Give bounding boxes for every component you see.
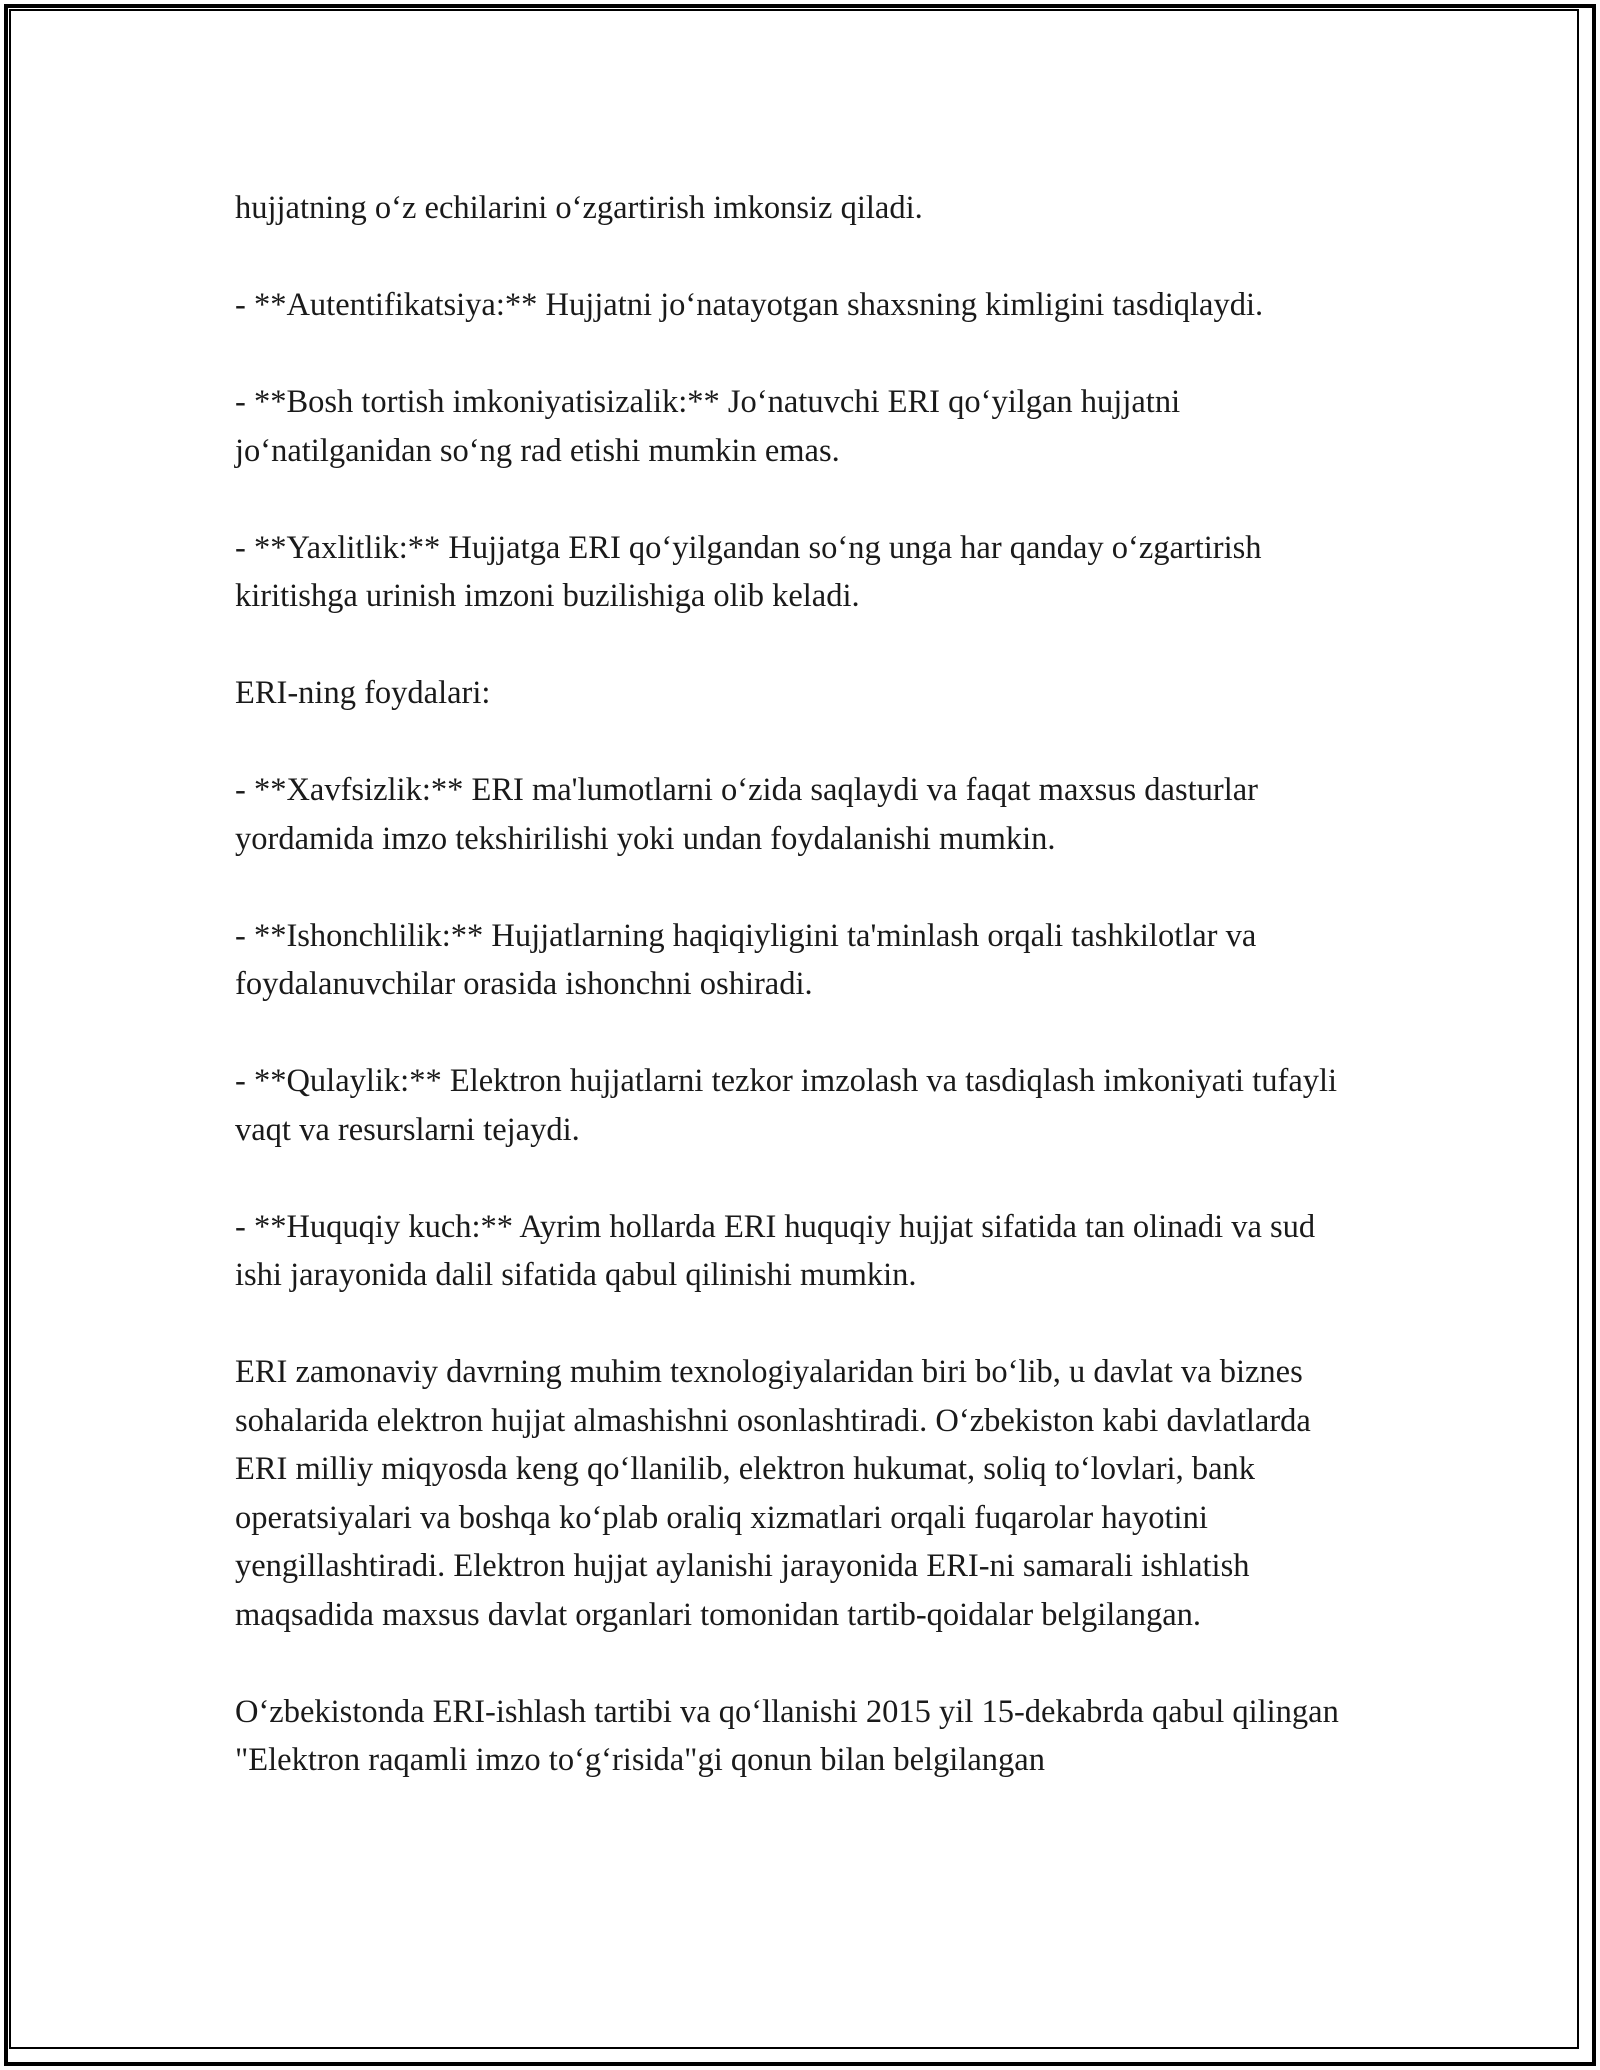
paragraph-eri-zamonaviy: ERI zamonaviy davrning muhim texnologiyalaridan biri bo‘lib, u davlat va biznes sohalarida elektron hujjat almashishni osonlashtiradi. O‘zbekiston kabi davlatlarda ERI milliy miqyosda keng qo‘llanilib, elektron hukumat, soliq to‘lovlari, bank operatsiyalari va boshqa ko‘plab oraliq xizmatlari orqali fuqarolar hayotini yengillashtiradi. Elektron hujjat aylanishi jarayonida ERI-ni samarali ishlatish maqsadida maxsus davlat organlari tomonidan tartib-qoidalar belgilangan. [235,1354,1311,1633]
list-item-xavfsizlik: - **Xavfsizlik:** ERI ma'lumotlarni o‘zida saqlaydi va faqat maxsus dasturlar yordamida imzo tekshirilishi yoki undan foydalanishi mumkin. [235,772,1259,857]
list-item-ishonchlilik: - **Ishonchlilik:** Hujjatlarning haqiqiyligini ta'minlash orqali tashkilotlar va foydalanuvchilar orasida ishonchni oshiradi. [235,917,1257,1002]
section-heading-foydalari: ERI-ning foydalari: [235,675,491,711]
list-item-autentifikatsiya: - **Autentifikatsiya:** Hujjatni jo‘natayotgan shaxsning kimligini tasdiqlaydi. [235,287,1264,323]
paragraph-ozbekistonda: O‘zbekistonda ERI-ishlash tartibi va qo‘llanishi 2015 yil 15-dekabrda qabul qilingan "Elektron raqamli imzo to‘g‘risida"gi qonun bilan belgilangan [235,1693,1339,1778]
paragraph-continuation: hujjatning o‘z echilarini o‘zgartirish imkonsiz qiladi. [235,190,923,226]
list-item-yaxlitlik: - **Yaxlitlik:** Hujjatga ERI qo‘yilgandan so‘ng unga har qanday o‘zgartirish kiritishga urinish imzoni buzilishiga olib keladi. [235,529,1262,614]
list-item-qulaylik: - **Qulaylik:** Elektron hujjatlarni tezkor imzolash va tasdiqlash imkoniyati tufayli vaqt va resurslarni tejaydi. [235,1063,1338,1148]
list-item-bosh-tortish: - **Bosh tortish imkoniyatisizalik:** Jo‘natuvchi ERI qo‘yilgan hujjatni jo‘natilganidan so‘ng rad etishi mumkin emas. [235,384,1181,469]
list-item-huquqiy-kuch: - **Huquqiy kuch:** Ayrim hollarda ERI huquqiy hujjat sifatida tan olinadi va sud ishi jarayonida dalil sifatida qabul qilinishi mumkin. [235,1208,1316,1293]
document-body [235,184,1365,1833]
